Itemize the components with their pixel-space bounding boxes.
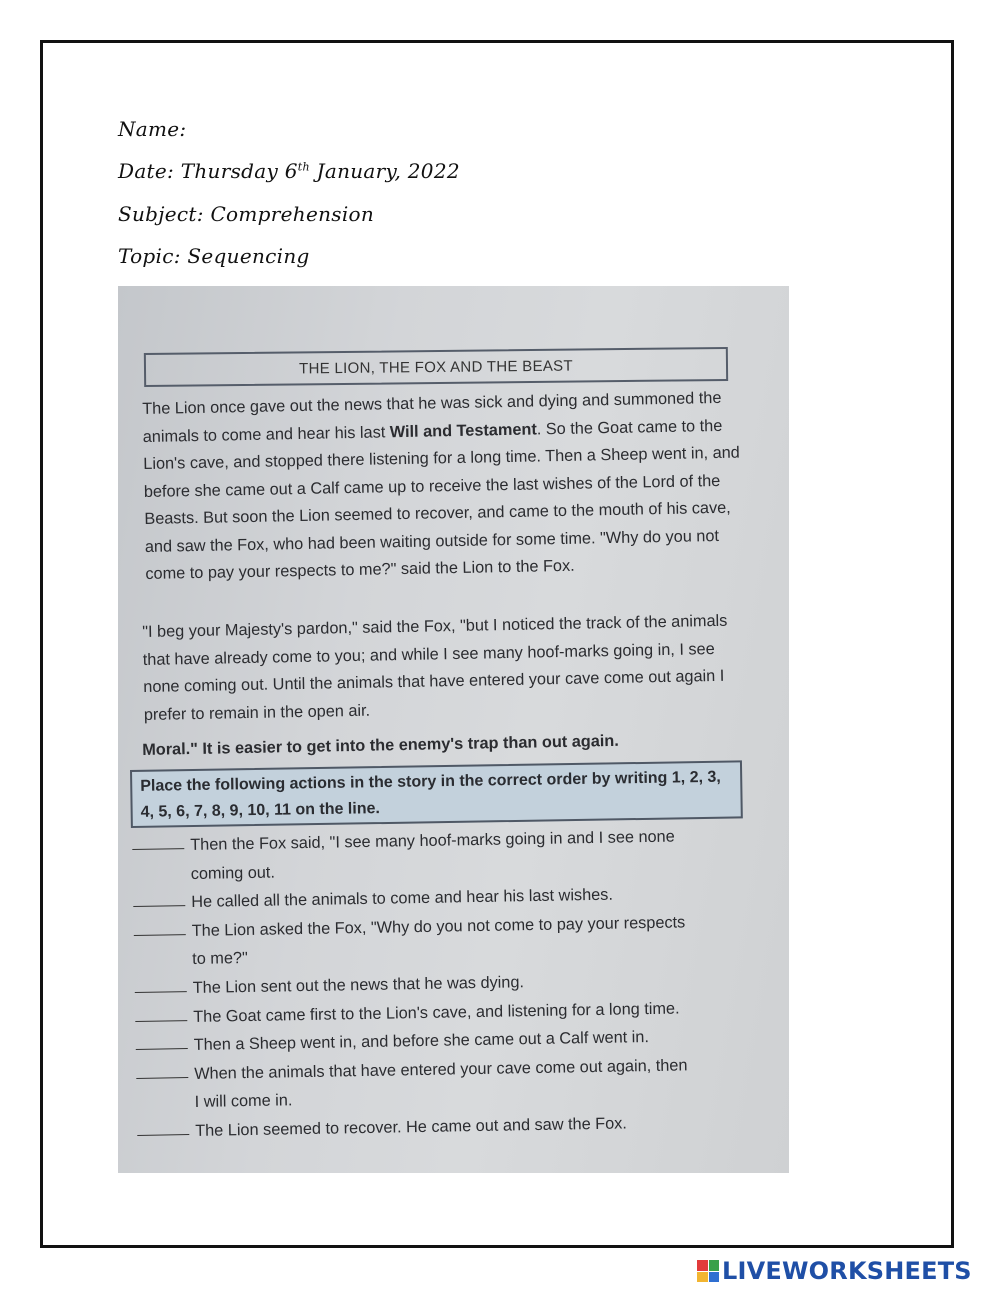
p1-text-a: The Lion once gave out the news that he was sick and dying and summoned the animals to come and hear his last (142, 388, 722, 446)
liveworksheets-logo (697, 1258, 972, 1284)
item-text: Then a Sheep went in, and before she came out a Calf went in. (193, 1028, 650, 1055)
moral-label: Moral (142, 740, 186, 759)
answer-blank[interactable] (135, 1003, 187, 1022)
printed-sheet (118, 286, 789, 1173)
story-title: THE LION, THE FOX AND THE BEAST (144, 347, 728, 387)
date-rest: January, 2022 (309, 159, 460, 183)
answer-blank[interactable] (137, 1117, 189, 1136)
answer-blank[interactable] (133, 888, 185, 907)
answer-blank[interactable] (135, 1031, 187, 1050)
item-text: The Goat came first to the Lion's cave, and listening for a long time. (193, 999, 680, 1026)
sequence-list (132, 821, 777, 1147)
story-moral (142, 725, 742, 764)
item-continuation: to me?" (192, 949, 248, 969)
worksheet-photo (118, 286, 789, 1173)
item-text: The Lion seemed to recover. He came out and saw the Fox. (195, 1114, 628, 1140)
story-paragraph-2: "I beg your Majesty's pardon," said the Fox, "but I noticed the track of the animals that have already come to you; and while I see many hoof-marks going in, I see none coming out. Until the animals that have entered your cave come out again I prefer to remain in the open air. (142, 611, 728, 724)
logo-square-green (709, 1260, 720, 1271)
answer-blank[interactable] (134, 974, 186, 993)
answer-blank[interactable] (133, 917, 185, 936)
date-text: Date: Thursday 6 (118, 159, 298, 183)
date-label (118, 159, 460, 183)
logo-mark-icon (697, 1260, 719, 1282)
item-text: He called all the animals to come and hear his last wishes. (191, 885, 614, 912)
answer-blank[interactable] (132, 831, 184, 850)
will-and-testament: Will and Testament (389, 419, 537, 441)
logo-square-red (697, 1260, 708, 1271)
item-text: When the animals that have entered your cave come out again, then (194, 1056, 688, 1083)
p1-text-b: . So the Goat came to the Lion's cave, and stopped there listening for a long time. Then a Sheep went in, and before she came out a Calf came up to receive the last wishes of the Lord of the Beasts. But soon the Lion seemed to recover, and came to the mouth of his cave, and saw the Fox, who had been waiting outside for some time. "Why do you not come to pay your respects to me?" said the Lion to the Fox. (143, 416, 740, 583)
moral-text: ." It is easier to get into the enemy's trap than out again. (185, 731, 619, 759)
logo-square-blue (709, 1272, 720, 1283)
topic-label: Topic: Sequencing (118, 244, 310, 268)
item-text: The Lion asked the Fox, "Why do you not come to pay your respects (191, 913, 686, 940)
logo-square-yellow (697, 1272, 708, 1283)
story-paragraph-1 (142, 384, 746, 588)
subject-label: Subject: Comprehension (118, 202, 375, 226)
task-instruction: Place the following actions in the story in the correct order by writing 1, 2, 3, 4, 5, 6, 7, 8, 9, 10, 11 on the line. (130, 760, 743, 828)
answer-blank[interactable] (136, 1060, 188, 1079)
date-ordinal: th (297, 160, 310, 174)
name-label: Name: (118, 117, 187, 141)
item-continuation: coming out. (190, 863, 276, 883)
item-text: Then the Fox said, "I see many hoof-marks going in and I see none (190, 827, 675, 854)
item-continuation: I will come in. (194, 1091, 293, 1112)
item-text: The Lion sent out the news that he was dying. (192, 973, 525, 997)
logo-text: LIVEWORKSHEETS (722, 1257, 972, 1285)
